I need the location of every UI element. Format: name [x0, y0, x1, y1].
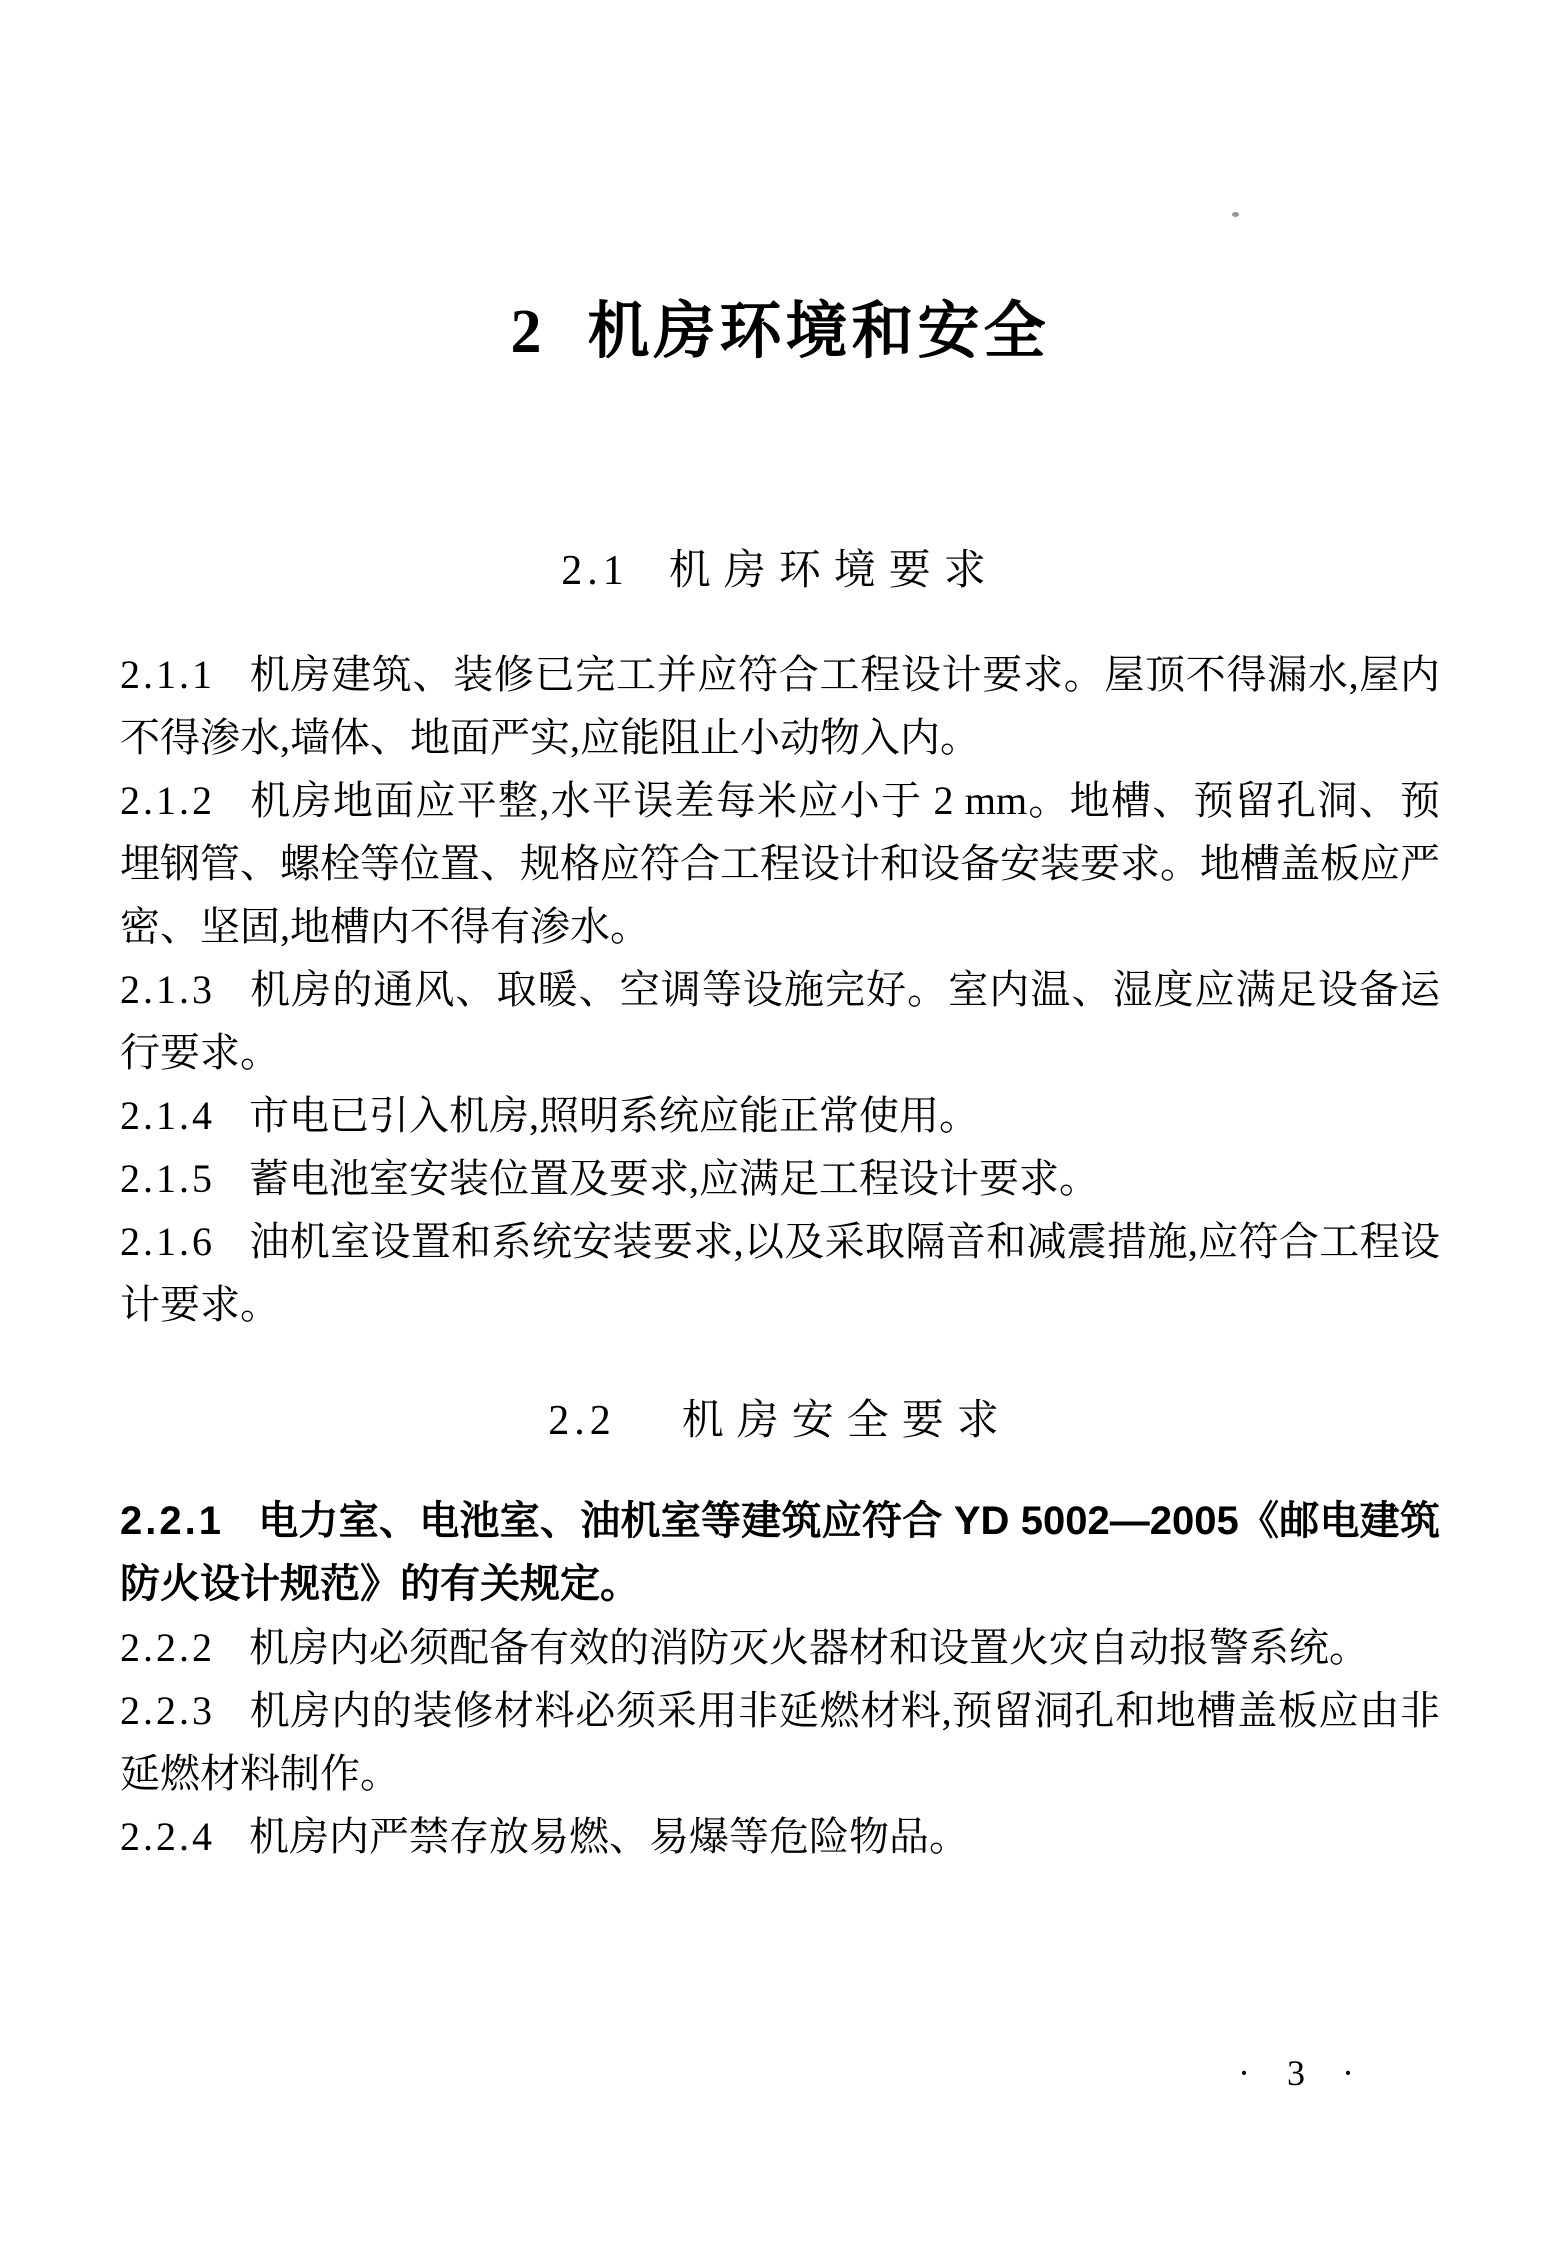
- clause-2-2-2: [120, 1616, 1440, 1679]
- clause-2-1-3: [120, 958, 1440, 1084]
- clause-text: 油机室设置和系统安装要求,以及采取隔音和减震措施,应符合工程设计要求。: [120, 1218, 1440, 1327]
- clause-number: 2.1.2: [120, 777, 215, 823]
- clause-2-2-1: [120, 1490, 1440, 1616]
- clause-number: 2.1.6: [120, 1218, 215, 1264]
- section-title: 机房环境要求: [668, 548, 999, 595]
- clause-number: 2.1.4: [120, 1092, 215, 1138]
- section-2-1-clauses: [120, 643, 1440, 1336]
- chapter-title: [120, 298, 1440, 366]
- scan-artifact-dot: [1232, 212, 1239, 217]
- clause-text: 机房内必须配备有效的消防灭火器材和设置火灾自动报警系统。: [249, 1624, 1369, 1670]
- clause-number: 2.2.3: [120, 1687, 215, 1733]
- clause-number: 2.1.5: [120, 1155, 215, 1201]
- section-heading-2-1: [120, 546, 1440, 596]
- section-number: 2.1: [561, 548, 629, 595]
- clause-text: 机房内的装修材料必须采用非延燃材料,预留洞孔和地槽盖板应由非延燃材料制作。: [120, 1687, 1440, 1796]
- section-heading-2-2: [120, 1396, 1440, 1446]
- clause-2-1-1: [120, 643, 1440, 769]
- clause-2-1-6: [120, 1210, 1440, 1336]
- section-title: 机房安全要求: [681, 1397, 1012, 1444]
- clause-number: 2.2.4: [120, 1813, 215, 1859]
- clause-number: 2.1.3: [120, 966, 215, 1012]
- clause-text: 机房建筑、装修已完工并应符合工程设计要求。屋顶不得漏水,屋内不得渗水,墙体、地面严实,应能阻止小动物入内。: [120, 651, 1440, 760]
- clause-text: 机房地面应平整,水平误差每米应小于 2 mm。地槽、预留孔洞、预埋钢管、螺栓等位置、规格应符合工程设计和设备安装要求。地槽盖板应严密、坚固,地槽内不得有渗水。: [120, 777, 1440, 949]
- page-number: · 3 ·: [1238, 2053, 1368, 2093]
- clause-2-1-4: [120, 1084, 1440, 1147]
- section-2-2-clauses: [120, 1490, 1440, 1868]
- clause-2-2-4: [120, 1805, 1440, 1868]
- clause-2-1-2: [120, 769, 1440, 958]
- clause-text: 电力室、电池室、油机室等建筑应符合 YD 5002—2005《邮电建筑防火设计规范》的有关规定。: [120, 1498, 1440, 1606]
- chapter-title-text: 机房环境和安全: [587, 298, 1050, 366]
- clause-number: 2.2.2: [120, 1624, 215, 1670]
- clause-2-2-3: [120, 1679, 1440, 1805]
- clause-number: 2.2.1: [120, 1498, 224, 1543]
- section-number: 2.2: [548, 1397, 616, 1444]
- chapter-number: 2: [510, 298, 542, 366]
- clause-text: 机房的通风、取暖、空调等设施完好。室内温、湿度应满足设备运行要求。: [120, 966, 1440, 1075]
- clause-text: 市电已引入机房,照明系统应能正常使用。: [249, 1092, 979, 1138]
- clause-text: 机房内严禁存放易燃、易爆等危险物品。: [249, 1813, 969, 1859]
- clause-text: 蓄电池室安装位置及要求,应满足工程设计要求。: [249, 1155, 1099, 1201]
- clause-number: 2.1.1: [120, 651, 215, 697]
- clause-2-1-5: [120, 1147, 1440, 1210]
